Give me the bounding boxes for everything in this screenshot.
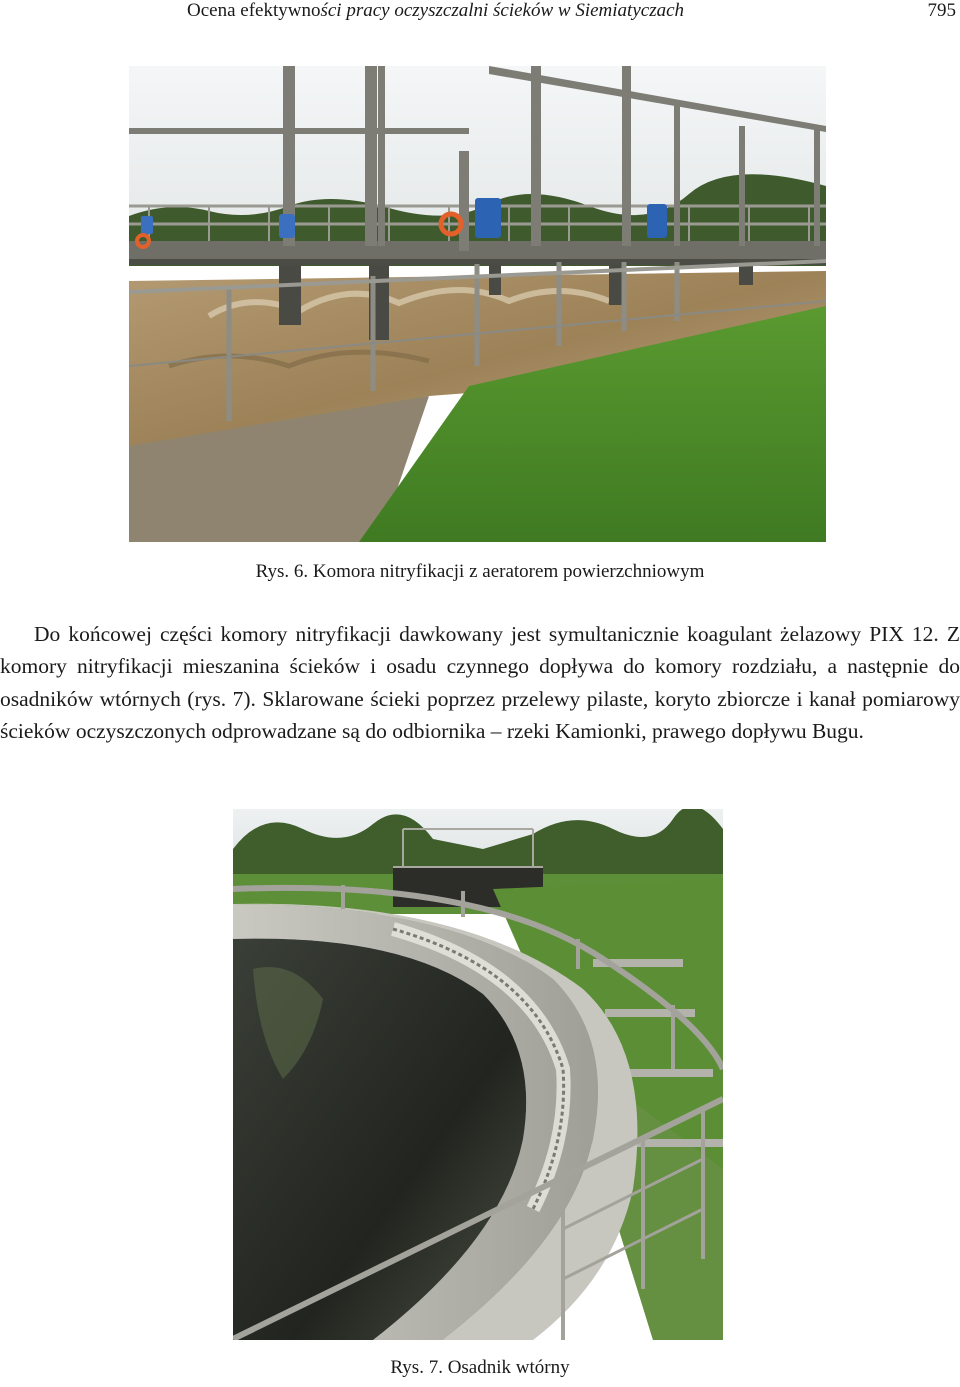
body-paragraph	[0, 618, 960, 748]
secondary-settler-illustration	[233, 809, 723, 1340]
walkway-deck	[129, 241, 826, 259]
paragraph-text: Do końcowej części komory nitryfikacji dawkowany jest symultanicznie koagulant żelazowy PIX 12. Z komory nitryfikacji mieszanina ścieków i osadu czynnego dopływa do komory rozdziału, a następnie do osadników wtórnych (rys. 7). Sklarowane ścieki poprzez przelewy pilaste, koryto zbiorcze i kanał pomiarowy ścieków oczyszczonych odprowadzane są do odbiornika – rzeki Kamionki, prawego dopływu Bugu.	[0, 622, 960, 744]
figure-nitrification-chamber-photo	[129, 66, 826, 542]
figure-caption-rys-7: Rys. 7. Osadnik wtórny	[390, 1357, 570, 1378]
running-title: Ocena efektywności pracy oczyszczalni ścieków w Siemiatyczach	[187, 0, 685, 21]
nitrification-chamber-illustration	[129, 66, 826, 542]
figure-secondary-settler-photo	[233, 809, 723, 1340]
figure-caption-rys-6: Rys. 6. Komora nitryfikacji z aeratorem powierzchniowym	[255, 561, 705, 582]
page-number: 795	[927, 0, 956, 21]
page-header	[0, 0, 960, 28]
